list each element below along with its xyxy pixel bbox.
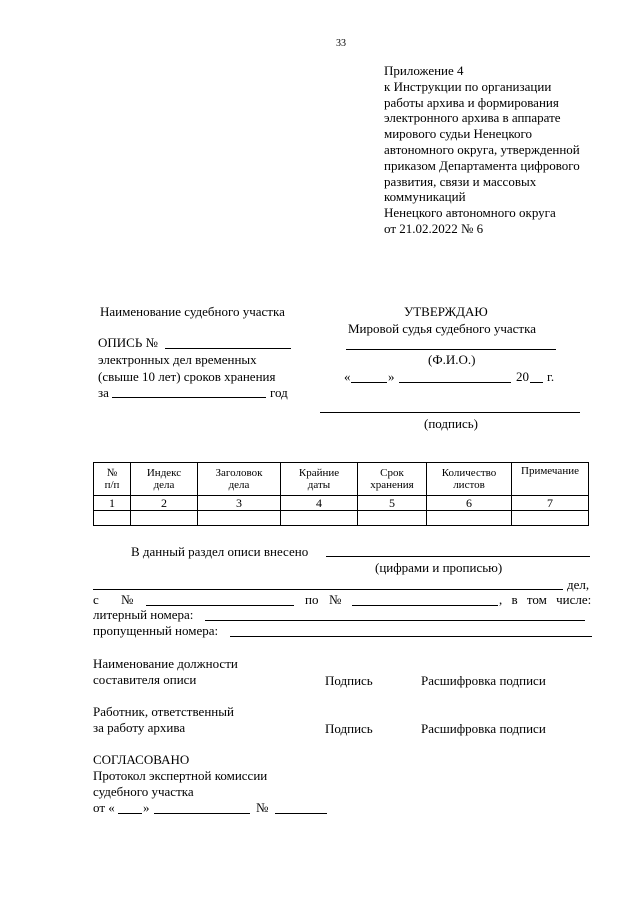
header-cell-title: Заголовок дела: [198, 463, 281, 496]
appendix-line: электронного архива в аппарате: [384, 110, 561, 126]
for-label: за: [98, 385, 109, 400]
agreed-month-line[interactable]: [154, 813, 250, 814]
header-cell-index: Индекс дела: [131, 463, 198, 496]
signature-decode-label-2: Расшифровка подписи: [421, 721, 546, 736]
letter-numbers-line[interactable]: [205, 620, 585, 621]
header-cell-storage: Срок хранения: [358, 463, 427, 496]
table-cell[interactable]: [131, 511, 198, 526]
signature-line[interactable]: [320, 412, 580, 413]
letter-numbers-label: литерный номера:: [93, 607, 194, 622]
agreed-day-line[interactable]: [118, 813, 142, 814]
digits-hint: (цифрами и прописью): [375, 560, 503, 575]
table-cell: 5: [358, 496, 427, 511]
table-row-numbers: [94, 496, 589, 511]
court-name-label: Наименование судебного участка: [100, 304, 285, 319]
header-cell-dates: Крайние даты: [281, 463, 358, 496]
table-cell[interactable]: [512, 511, 589, 526]
appendix-line: развития, связи и массовых: [384, 173, 537, 189]
agreed-number-line[interactable]: [275, 813, 327, 814]
missing-numbers-line[interactable]: [230, 636, 592, 637]
header-cell-sheets: Количество листов: [427, 463, 512, 496]
table-cell: 6: [427, 496, 512, 511]
inventory-label: ОПИСЬ №: [98, 335, 158, 350]
table-row-empty[interactable]: [94, 511, 589, 526]
date-open-quote: «: [344, 369, 351, 384]
table-cell[interactable]: [94, 511, 131, 526]
table-cell[interactable]: [427, 511, 512, 526]
appendix-line: коммуникаций: [384, 189, 466, 205]
page-number: 33: [336, 38, 346, 49]
judge-name-line[interactable]: [346, 349, 556, 350]
inventory-table: [93, 462, 589, 526]
year-range-line[interactable]: [112, 397, 266, 398]
appendix-line: Ненецкого автономного округа: [384, 205, 556, 221]
table-cell: 3: [198, 496, 281, 511]
table-cell: 1: [94, 496, 131, 511]
judge-label: Мировой судья судебного участка: [348, 321, 536, 336]
month-line[interactable]: [399, 382, 511, 383]
date-close-quote: »: [388, 369, 395, 384]
position-label-line2: составителя описи: [93, 672, 197, 687]
appendix-line: приказом Департамента цифрового: [384, 157, 580, 173]
approve-title: УТВЕРЖДАЮ: [404, 304, 488, 319]
year-prefix: 20: [516, 369, 529, 384]
to-number-line[interactable]: [352, 605, 498, 606]
table-cell[interactable]: [358, 511, 427, 526]
agreed-protocol-line2: судебного участка: [93, 784, 194, 799]
signature-label-1: Подпись: [325, 673, 373, 688]
appendix-line: работы архива и формирования: [384, 94, 559, 110]
agreed-title: СОГЛАСОВАНО: [93, 752, 190, 767]
inventory-desc-line2: (свыше 10 лет) сроков хранения: [98, 369, 276, 384]
to-number-sign: №: [329, 592, 342, 607]
year-digits-line[interactable]: [530, 382, 543, 383]
table-cell: 7: [512, 496, 589, 511]
table-cell: 4: [281, 496, 358, 511]
position-label-line1: Наименование должности: [93, 656, 238, 671]
appendix-line: автономного округа, утвержденной: [384, 141, 580, 157]
from-label: с: [93, 592, 99, 607]
inventory-number-line[interactable]: [165, 348, 291, 349]
cases-label: дел,: [567, 577, 590, 592]
inventory-desc-line1: электронных дел временных: [98, 352, 257, 367]
table-cell[interactable]: [281, 511, 358, 526]
appendix-line: от 21.02.2022 № 6: [384, 220, 484, 236]
worker-label-line2: за работу архива: [93, 720, 186, 735]
from-number-line[interactable]: [146, 605, 294, 606]
missing-numbers-label: пропущенный номера:: [93, 623, 219, 638]
agreed-from-label: от «: [93, 800, 115, 815]
worker-label-line1: Работник, ответственный: [93, 704, 234, 719]
including-label: , в том числе:: [499, 592, 592, 607]
appendix-header: [384, 63, 580, 237]
day-line[interactable]: [351, 382, 387, 383]
appendix-line: Приложение 4: [384, 63, 464, 78]
signature-label-2: Подпись: [325, 721, 373, 736]
cases-count-line[interactable]: [93, 589, 563, 590]
agreed-protocol-line1: Протокол экспертной комиссии: [93, 768, 268, 783]
table-cell: 2: [131, 496, 198, 511]
header-cell-note: Примечание: [512, 463, 589, 496]
section-entered-label: В данный раздел описи внесено: [131, 544, 309, 559]
agreed-close-quote: »: [143, 800, 150, 815]
fio-label: (Ф.И.О.): [428, 352, 476, 367]
agreed-number-sign: №: [256, 800, 269, 815]
year-label: год: [270, 385, 288, 400]
table-header-row: [94, 463, 589, 496]
year-suffix: г.: [547, 369, 555, 384]
signature-decode-label-1: Расшифровка подписи: [421, 673, 546, 688]
entered-count-line[interactable]: [326, 556, 590, 557]
table-cell[interactable]: [198, 511, 281, 526]
to-label: по: [305, 592, 319, 607]
appendix-line: к Инструкции по организации: [384, 78, 552, 94]
header-cell-number: № п/п: [94, 463, 131, 496]
appendix-line: мирового судьи Ненецкого: [384, 126, 533, 142]
from-number-sign: №: [121, 592, 134, 607]
signature-label: (подпись): [424, 416, 478, 431]
